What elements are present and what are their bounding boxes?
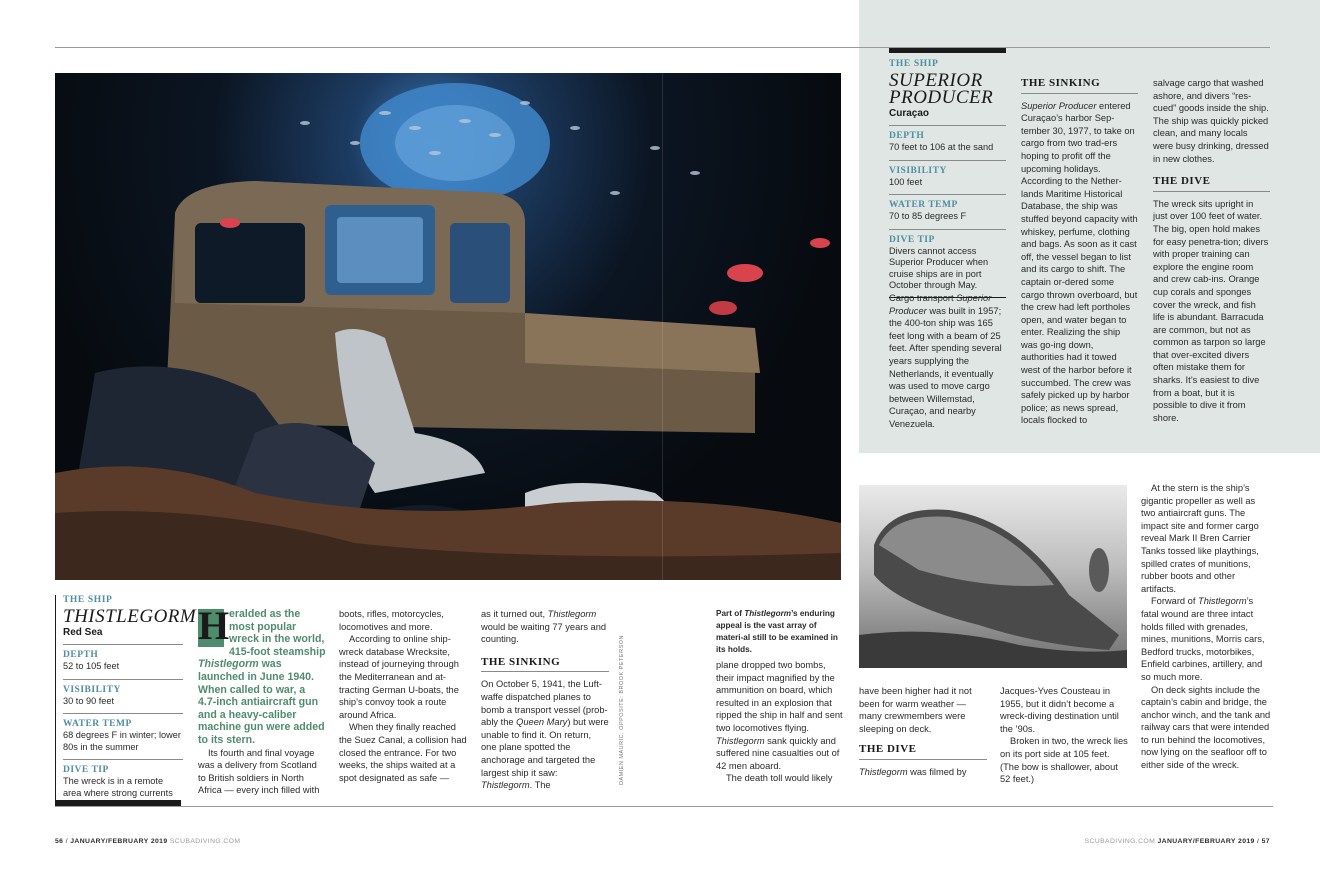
subhead-the-sinking: THE SINKING <box>1021 77 1138 94</box>
fact-water-temp <box>889 194 1006 223</box>
fact-label: DIVE TIP <box>889 234 935 245</box>
thistle-cont-column-2 <box>1000 685 1128 786</box>
subhead-the-dive: THE DIVE <box>1153 175 1270 192</box>
fact-value: 70 to 85 degrees F <box>889 211 967 221</box>
fact-dive-tip <box>889 229 1006 298</box>
paragraph: as it turned out, Thistlegorm would be waiting 77 years and counting. <box>481 609 607 645</box>
infobox-kicker: THE SHIP <box>889 59 939 69</box>
paragraph: According to online ship-wreck database Wrecksite, instead of journeying through the Mediterranean and at-tracting German U-boats, the ship’s convoy took a route around Africa. <box>339 634 459 720</box>
fact-label: DEPTH <box>63 650 99 660</box>
article-column-2 <box>339 608 467 784</box>
left-folio: 56 / JANUARY/FEBRUARY 2019 SCUBADIVING.COM <box>55 838 241 845</box>
superior-dive-column <box>1153 77 1270 424</box>
paragraph: Its fourth and final voyage was a delivery from Scotland to British soldiers in North Africa — every inch filled with <box>198 747 320 796</box>
superior-intro-column <box>889 292 1007 431</box>
superior-sinking-column <box>1021 77 1138 427</box>
subhead-the-dive: THE DIVE <box>859 743 987 760</box>
paragraph: The death toll would likely <box>726 773 833 784</box>
superior-producer-photo <box>859 485 1127 668</box>
paragraph: salvage cargo that washed ashore, and divers “res-cued” goods inside the ship. The ship was quickly picked clean, and many locals were busy drinking, dressed in new clothes. <box>1153 78 1269 164</box>
thistlegorm-photo <box>55 73 841 580</box>
fact-value: The wreck is in a remote area where strong currents <box>63 776 173 798</box>
ship-name: THISTLEGORM <box>63 606 197 627</box>
fact-label: WATER TEMP <box>889 200 958 210</box>
fact-value: 100 feet <box>889 176 923 187</box>
paragraph: Broken in two, the wreck lies on its port side at 105 feet. (The bow is shallower, about 52 feet.) <box>1000 736 1128 785</box>
paragraph: At the stern is the ship’s gigantic propeller as well as two antiaircraft guns. The impact site and former cargo reveal Mark II Bren Carrier Tanks tossed like playthings, spilled crates of munitions, rubber boots and other artifacts. <box>1141 483 1259 594</box>
ship-location: Curaçao <box>889 108 930 119</box>
drop-cap: H <box>198 603 230 648</box>
article-column-4 <box>716 659 844 785</box>
fact-value: 70 feet to 106 at the sand <box>889 142 994 152</box>
paragraph: Superior Producer entered Curaçao’s harbor Sep-tember 30, 1977, to take on cargo from two trad-ers hoping to profit off the upcoming holidays. According to the Nether-lands Maritime Historical Database, the ship was stuffed beyond capacity with whiskey, perfume, clothing and bags. As soon as it cast off, the vessel began to list and its cargo to shift. The captain or-dered some cargo thrown overboard, but the crew had left portholes open, and water began to enter. Realizing the ship was go-ing down, authorities had it towed west of the harbor before it succumbed. The crew was safely picked up by harbor police; as news spread, locals flocked to <box>1021 100 1138 426</box>
ship-name: SUPERIOR PRODUCER <box>889 70 994 108</box>
fact-water-temp <box>63 713 183 753</box>
paragraph: When they finally reached the Suez Canal, a collision had closed the entrance. For two weeks, the ships waited at a spot designated as safe — <box>339 722 467 783</box>
paragraph: have been higher had it not been for warm weather — many crewmembers were sleeping on deck. <box>859 686 972 734</box>
fact-label: VISIBILITY <box>889 165 947 176</box>
paragraph: Thistlegorm was filmed by <box>859 766 967 777</box>
fact-visibility <box>63 679 183 708</box>
infobox-left-rule <box>55 595 56 805</box>
subhead-the-sinking: THE SINKING <box>481 656 609 673</box>
paragraph: The wreck sits upright in just over 100 feet of water. The big, open hold makes for easy penetra-tion; divers with proper training can explore the engine room and crew cab-ins. Orange cup corals and sponges cover the wreck, and fish life is abundant. Barracuda are common, but not as common as tarpon so large that over-excited divers often mistake them for sharks. It’s easiest to dive from a boat, but it is possible to dive it from shore. <box>1153 198 1269 423</box>
paragraph: Forward of Thistlegorm’s fatal wound are three intact holds filled with grenades, mines, munitions, Morris cars, Bedford trucks, motorbikes, Enfield carbines, artillery, and so much more. <box>1141 596 1265 682</box>
fact-label: WATER TEMP <box>63 719 132 729</box>
lead-text: eralded as the most popular wreck in the world, 415-foot steamship <box>229 608 326 658</box>
photo-credit: DAMIEN MAURIC; OPPOSITE: BROOK PETERSON <box>619 635 625 785</box>
truck-wreck-illustration <box>55 73 841 580</box>
fact-label: DEPTH <box>889 131 925 141</box>
superior-producer-infobox <box>889 48 1006 298</box>
article-column-3 <box>481 608 609 792</box>
right-folio: SCUBADIVING.COM JANUARY/FEBRUARY 2019 / 57 <box>1084 838 1270 845</box>
infobox-kicker: THE SHIP <box>63 595 113 605</box>
ship-location: Red Sea <box>63 627 103 638</box>
paragraph: plane dropped two bombs, their impact magnified by the ammunition on board, which resulted in an explosion that ripped the ship in half and sent two locomotives flying. Thistlegorm sank quickly and suffered nine casualties out of 42 men aboard. <box>716 660 843 771</box>
paragraph: On deck sights include the captain’s cabin and bridge, the anchor winch, and the tank and railway cars that were intended to run behind the locomotives, now lying on the seafloor off to either side of the wreck. <box>1141 684 1271 771</box>
thistle-cont-column-3 <box>1141 482 1271 772</box>
fact-label: DIVE TIP <box>63 765 109 775</box>
fact-depth <box>63 644 183 673</box>
fact-value: 30 to 90 feet <box>63 695 115 706</box>
fact-label: VISIBILITY <box>63 684 121 695</box>
article-column-1 <box>198 603 326 797</box>
thistle-cont-column-1 <box>859 685 987 779</box>
infobox-top-bar <box>889 48 1006 53</box>
top-rule <box>55 47 1270 48</box>
bw-wreck-illustration <box>859 485 1127 668</box>
fact-value: Divers cannot access Superior Producer when cruise ships are in port October through May. <box>889 245 989 290</box>
spread-gutter <box>662 73 663 580</box>
lead-text-2: was launched in June 1940. When called to war, a 4.7-inch antiaircraft gun and a heavy-caliber machine gun were added to its stern. <box>198 658 325 746</box>
thistlegorm-infobox <box>63 595 197 811</box>
fact-depth <box>889 125 1006 154</box>
lead-ship-name: Thistlegorm <box>198 658 259 671</box>
paragraph: Cargo transport Superior Producer was built in 1957; the 400-ton ship was 165 feet long with a beam of 25 feet. After spending several years supplying the Netherlands, it eventually was used to move cargo between Willemstad, Curaçao, and nearby Venezuela. <box>889 293 1002 429</box>
fact-value: 52 to 105 feet <box>63 661 120 671</box>
bottom-rule <box>55 806 1273 807</box>
lead-paragraph <box>198 603 326 747</box>
paragraph: Jacques-Yves Cousteau in 1955, but it didn’t become a wreck-diving destination until the ’90s. <box>1000 686 1119 734</box>
photo-caption: Part of Thistlegorm’s enduring appeal is the vast array of materi-al still to be examined in its holds. <box>716 609 838 654</box>
paragraph: boots, rifles, motorcycles, locomotives and more. <box>339 609 444 632</box>
fact-visibility <box>889 160 1006 189</box>
fact-value: 68 degrees F in winter; lower 80s in the summer <box>63 730 181 752</box>
paragraph: On October 5, 1941, the Luft-waffe dispatched planes to bomb a transport vessel (prob-ably the Queen Mary) but were unable to find it. On return, one plane spotted the anchorage and targeted the largest ship it saw: Thistlegorm. The <box>481 679 609 791</box>
